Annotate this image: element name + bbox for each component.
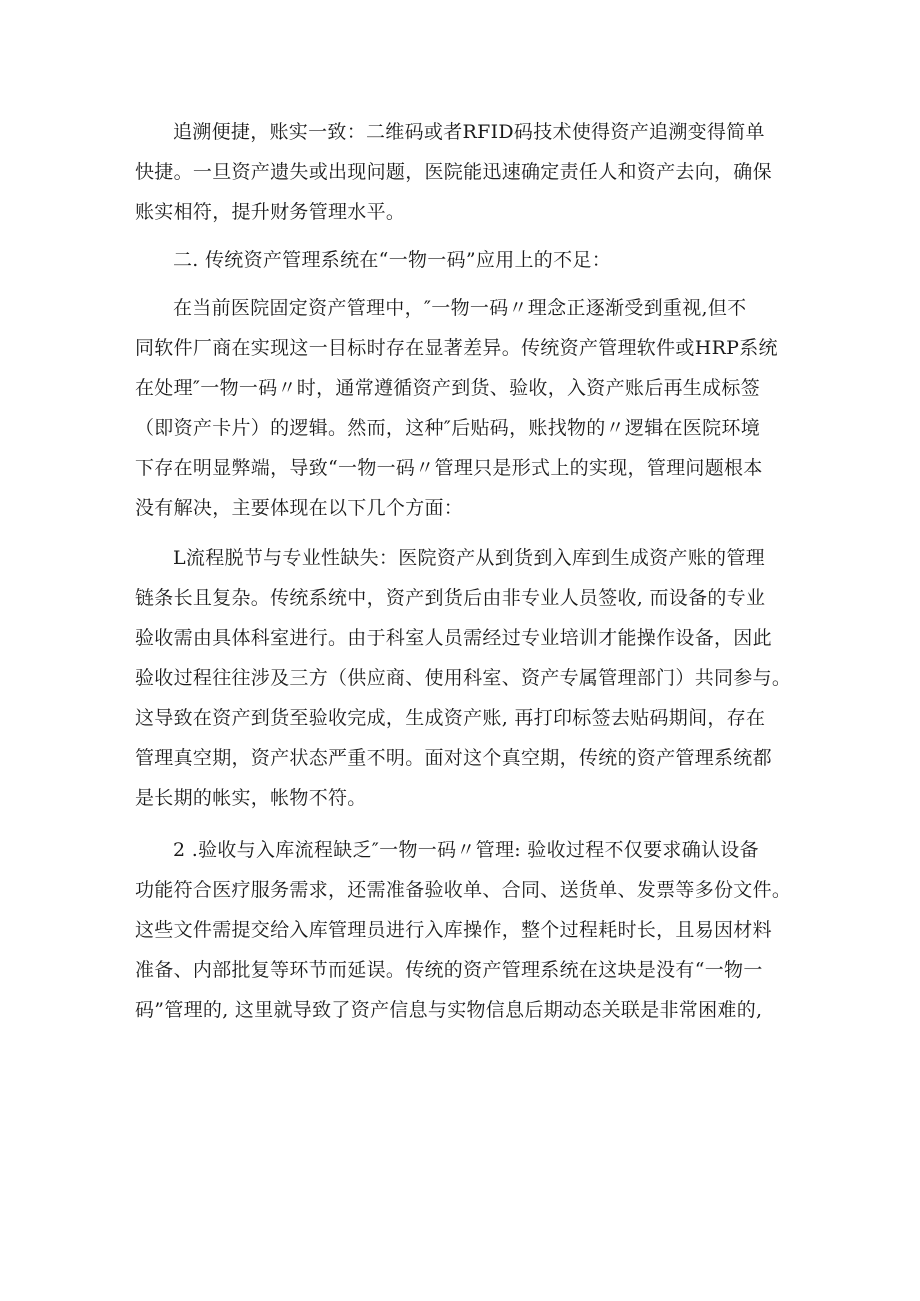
text-line: L流程脱节与专业性缺失：医院资产从到货到入库到生成资产账的管理 (173, 547, 765, 569)
text-line: 这些文件需提交给入库管理员进行入库操作，整个过程耗时长，且易因材料 (135, 919, 772, 941)
text-line: 准备、内部批复等环节而延误。传统的资产管理系统在这块是没有“一物一 (135, 959, 763, 981)
document-body (135, 112, 792, 1030)
text-line: 码”管理的, 这里就导致了资产信息与实物信息后期动态关联是非常困难的, (135, 999, 763, 1021)
text-line: 在当前医院固定资产管理中，″一物一码〃理念正逐渐受到重视,但不 (173, 297, 747, 319)
paragraph-point-1 (135, 538, 792, 818)
text-line: 链条长且复杂。传统系统中，资产到货后由非专业人员签收, 而设备的专业 (135, 587, 766, 609)
text-line: 验收需由具体科室进行。由于科室人员需经过专业培训才能操作设备，因此 (135, 627, 772, 649)
text-line: 是长期的帐实，帐物不符。 (135, 787, 367, 809)
text-line: 2 .验收与入库流程缺乏″一物一码〃管理: 验收过程不仅要求确认设备 (173, 839, 759, 861)
text-line: 同软件厂商在实现这一目标时存在显著差异。传统资产管理软件或HRP系统 (135, 337, 778, 359)
paragraph-point-2 (135, 830, 792, 1030)
text-line: 快捷。一旦资产遗失或出现问题，医院能迅速确定责任人和资产去向，确保 (135, 161, 772, 183)
text-line: 在处理″一物一码〃时，通常遵循资产到货、验收，入资产账后再生成标签 (135, 377, 760, 399)
text-line: 没有解决，主要体现在以下几个方面： (135, 497, 464, 519)
text-line: 这导致在资产到货至验收完成，生成资产账, 再打印标签去贴码期间，存在 (135, 707, 766, 729)
text-line: 下存在明显弊端，导致“一物一码〃管理只是形式上的实现，管理问题根本 (135, 457, 763, 479)
text-line: 验收过程往往涉及三方（供应商、使用科室、资产专属管理部门）共同参与。 (135, 667, 792, 689)
section-heading-2 (135, 240, 789, 280)
text-line: 账实相符，提升财务管理水平。 (135, 201, 406, 223)
text-line: 管理真空期，资产状态严重不明。面对这个真空期，传统的资产管理系统都 (135, 747, 772, 769)
text-line: 二. 传统资产管理系统在“一物一码”应用上的不足： (173, 249, 612, 271)
text-line: （即资产卡片）的逻辑。然而，这种″后贴码，账找物的〃逻辑在医院环境 (135, 417, 760, 439)
paragraph-traceability (135, 112, 789, 232)
text-line: 追溯便捷，账实一致：二维码或者RFID码技术使得资产追溯变得简单 (173, 121, 765, 143)
paragraph-current-state (135, 288, 789, 528)
text-line: 功能符合医疗服务需求，还需准备验收单、合同、送货单、发票等多份文件。 (135, 879, 792, 901)
